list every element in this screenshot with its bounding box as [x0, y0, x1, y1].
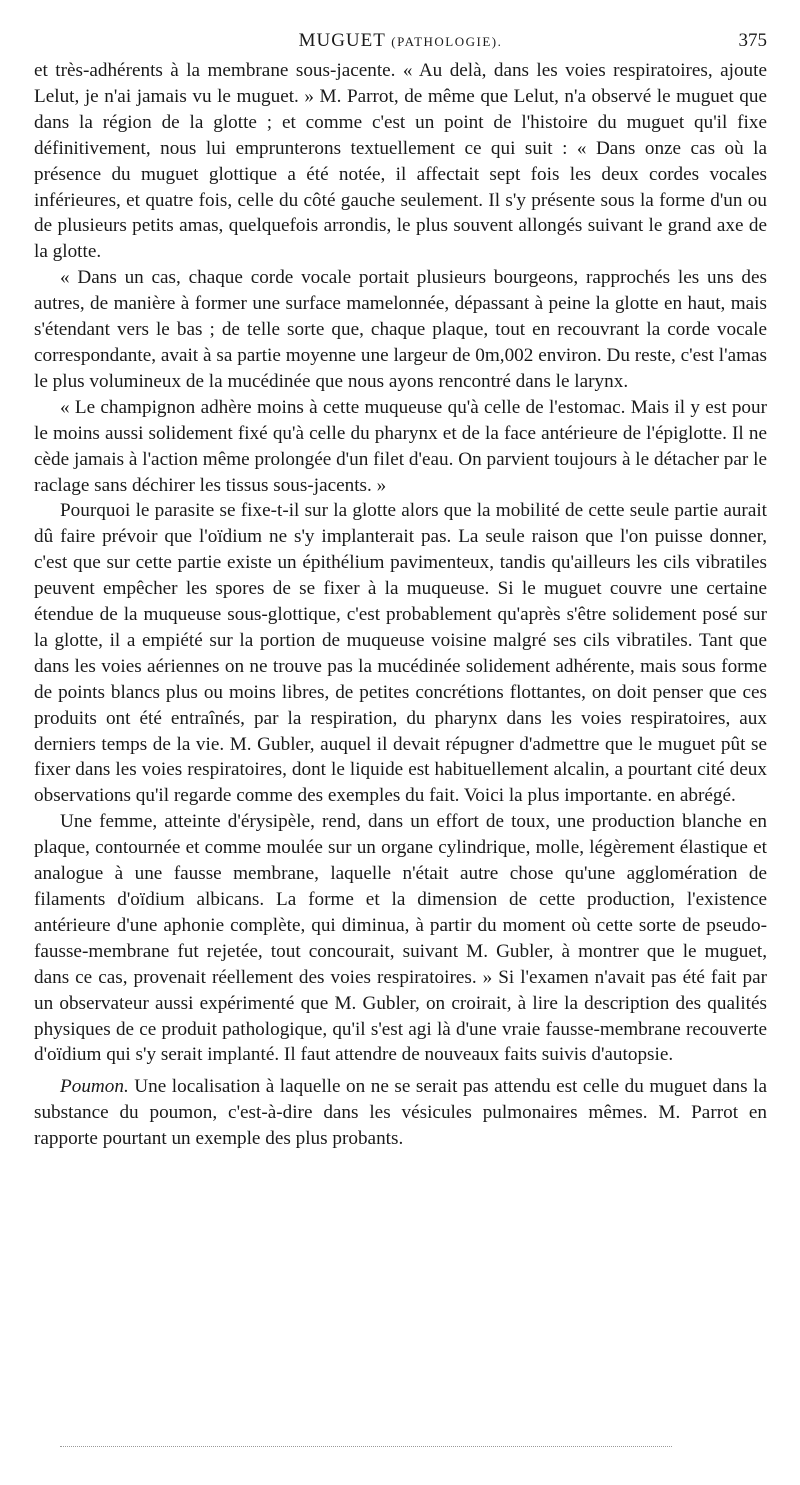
paragraph-text: Une localisation à laquelle on ne se serait pas attendu est celle du muguet dans la substance du poumon, c'est-à-dire dans les vésicules pulmonaires mêmes. M. Parrot en rapporte pourtant un exemple des plus probants.	[34, 1076, 767, 1150]
paragraph: « Dans un cas, chaque corde vocale portait plusieurs bourgeons, rapprochés les uns des autres, de manière à former une surface mamelonnée, dépassant à peine la glotte en haut, mais s'étendant vers le bas ; de telle sorte que, chaque plaque, tout en recouvrant la corde vocale correspondante, avait à sa partie moyenne une largeur de 0m,002 environ. Du reste, c'est l'amas le plus volumineux de la mucédinée que nous ayons rencontré dans le larynx.	[34, 267, 767, 392]
paragraph: Une femme, atteinte d'érysipèle, rend, dans un effort de toux, une production blanche en plaque, contournée et comme moulée sur un organe cylindrique, molle, légèrement élastique et analogue à une fausse membrane, laquelle n'était autre chose qu'une agglomération de filaments d'oïdium albicans. La forme et la dimension de cette production, l'existence antérieure d'une aphonie complète, qui diminua, à partir du moment où cette sorte de pseudo-fausse-membrane fut rejetée, tout concourait, suivant M. Gubler, à montrer que le muguet, dans ce cas, provenait réellement des voies respiratoires. » Si l'examen n'avait pas été fait par un observateur aussi expérimenté que M. Gubler, on croirait, à lire la description des qualités physiques de ce produit pathologique, qu'il s'est agi là d'une vraie fausse-membrane recouverte d'oïdium qui s'y serait implanté. Il faut attendre de nouveaux faits suivis d'autopsie.	[34, 811, 767, 1066]
section-lead-word: Poumon.	[60, 1076, 129, 1098]
paragraph: Pourquoi le parasite se fixe-t-il sur la glotte alors que la mobilité de cette seule partie aurait dû faire prévoir que l'oïdium ne s'y implanterait pas. La seule raison que l'on puisse donner, c'est que sur cette partie existe un épithélium pavimenteux, tandis qu'ailleurs les cils vibratiles peuvent empêcher les spores de se fixer à la muqueuse. Si le muguet couvre une certaine étendue de la muqueuse sous-glottique, c'est probablement qu'après s'être solidement posé sur la glotte, il a empiété sur la portion de muqueuse voisine malgré ses cils vibratiles. Tant que dans les voies aériennes on ne trouve pas la mucédinée solidement adhérente, mais sous forme de points blancs plus ou moins libres, de petites concrétions flottantes, on doit penser que ces produits ont été entraînés, par la respiration, du pharynx dans les voies respiratoires, aux derniers temps de la vie. M. Gubler, auquel il devait répugner d'admettre que le muguet pût se fixer dans les voies respiratoires, dont le liquide est habituellement alcalin, a pourtant cité deux observations qu'il regarde comme des exemples du fait. Voici la plus importante. en abrégé.	[34, 500, 767, 807]
page-header	[34, 30, 767, 56]
body-text	[34, 58, 767, 1152]
paragraph	[34, 1074, 767, 1152]
footer-dotted-rule	[60, 1446, 672, 1447]
running-title	[34, 30, 767, 52]
paragraph: et très-adhérents à la membrane sous-jacente. « Au delà, dans les voies respiratoires, ajoute Lelut, je n'ai jamais vu le muguet. » M. Parrot, de même que Lelut, n'a observé le muguet que dans la région de la glotte ; et comme c'est un point de l'histoire du muguet qu'il fixe définitivement, nous lui emprunterons textuellement ce qui suit : « Dans onze cas où la présence du muguet glottique a été notée, il affectait sept fois les deux cordes vocales inférieures, et quatre fois, celle du côté gauche seulement. Il s'y présente sous la forme d'un ou de plusieurs petits amas, quelquefois arrondis, le plus souvent allongés suivant le grand axe de la glotte.	[34, 60, 767, 263]
running-title-subtitle: (PATHOLOGIE).	[391, 34, 503, 49]
paragraph: « Le champignon adhère moins à cette muqueuse qu'à celle de l'estomac. Mais il y est pour le moins aussi solidement fixé qu'à celle du pharynx et de la face antérieure de l'épiglotte. Il ne cède jamais à l'action même prolongée d'un filet d'eau. On parvient toujours à le détacher par le raclage sans déchirer les tissus sous-jacents. »	[34, 396, 767, 496]
page-number: 375	[738, 30, 767, 51]
running-title-main: MUGUET	[298, 30, 386, 51]
